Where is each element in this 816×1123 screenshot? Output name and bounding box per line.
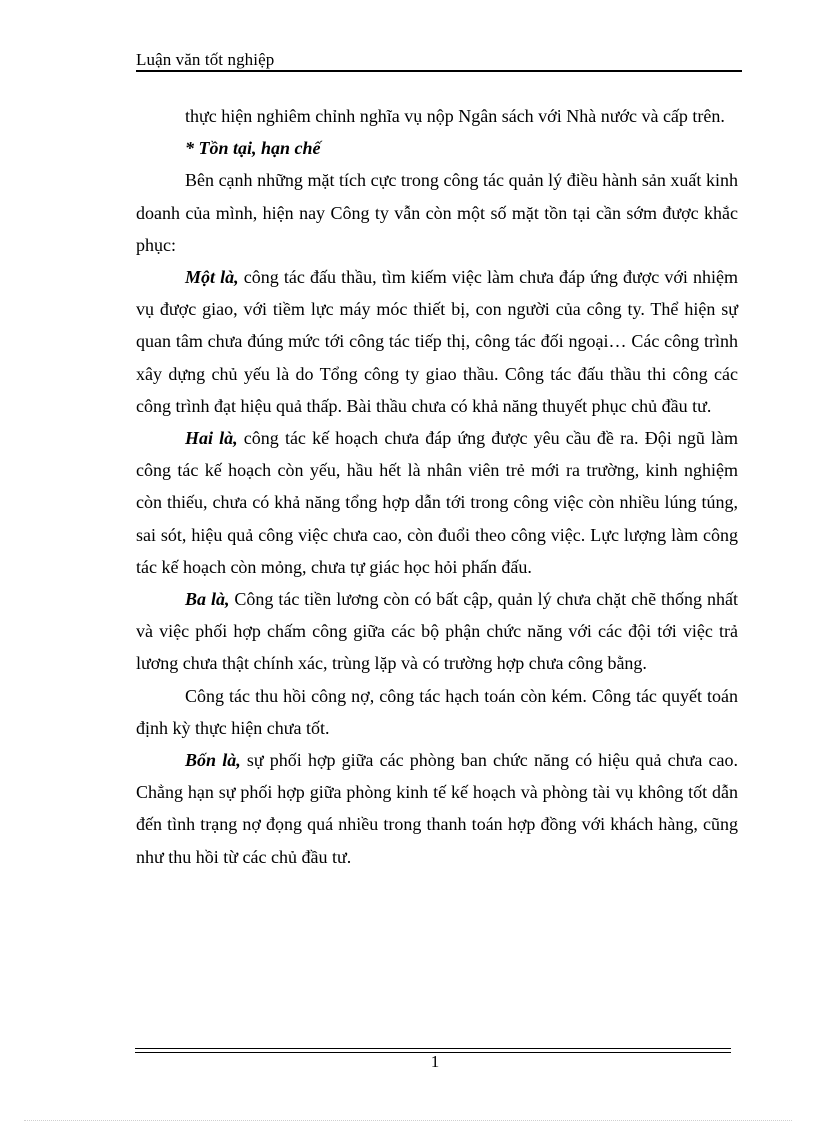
page-header (136, 48, 742, 72)
paragraph-text: Công tác tiền lương còn có bất cập, quản lý chưa chặt chẽ thống nhất và việc phối hợp chấm công giữa các bộ phận chức năng với các đội tới việc trả lương chưa thật chính xác, trùng lặp và có trường hợp chưa công bằng. (136, 589, 738, 674)
page-bottom-border (24, 1120, 792, 1121)
paragraph-lead: Bốn là, (185, 750, 241, 771)
paragraph-lead: Hai là, (185, 428, 238, 449)
body-text (136, 100, 738, 873)
page-number: 1 (430, 1052, 440, 1071)
paragraph-intro (136, 164, 738, 261)
paragraph-text: thực hiện nghiêm chỉnh nghĩa vụ nộp Ngân sách với Nhà nước và cấp trên. (185, 106, 725, 126)
paragraph-lead: Một là, (185, 267, 239, 288)
header-title: Luận văn tốt nghiệp (136, 50, 275, 69)
paragraph-hai-la (136, 422, 738, 583)
header-rule (136, 70, 742, 72)
paragraph-text: Công tác thu hồi công nợ, công tác hạch toán còn kém. Công tác quyết toán định kỳ thực hiện chưa tốt. (136, 685, 738, 738)
paragraph-thu-hoi (136, 680, 738, 744)
paragraph-continuation (136, 100, 738, 132)
section-heading-text: * Tồn tại, hạn chế (185, 138, 321, 159)
paragraph-text: sự phối hợp giữa các phòng ban chức năng có hiệu quả chưa cao. Chẳng hạn sự phối hợp giữa phòng kinh tế kế hoạch và phòng tài vụ không tốt dẫn đến tình trạng nợ đọng quá nhiều trong thanh toán hợp đồng với khách hàng, cũng như thu hồi từ các chủ đầu tư. (136, 750, 738, 867)
paragraph-ba-la (136, 583, 738, 680)
paragraph-text: Bên cạnh những mặt tích cực trong công tác quản lý điều hành sản xuất kinh doanh của mình, hiện nay Công ty vẫn còn một số mặt tồn tại cần sớm được khắc phục: (136, 170, 738, 255)
paragraph-bon-la (136, 744, 738, 873)
paragraph-lead: Ba là, (185, 589, 230, 610)
paragraph-text: công tác kế hoạch chưa đáp ứng được yêu cầu đề ra. Đội ngũ làm công tác kế hoạch còn yếu, hầu hết là nhân viên trẻ mới ra trường, kinh nghiệm còn thiếu, chưa có khả năng tổng hợp dẫn tới trong công việc còn nhiều lúng túng, sai sót, hiệu quả công việc chưa cao, còn đuổi theo công việc. Lực lượng làm công tác kế hoạch còn mỏng, chưa tự giác học hỏi phấn đấu. (136, 428, 738, 577)
section-heading (136, 132, 738, 164)
paragraph-mot-la (136, 261, 738, 422)
paragraph-text: công tác đấu thầu, tìm kiếm việc làm chưa đáp ứng được với nhiệm vụ được giao, với tiềm lực máy móc thiết bị, con người của công ty. Thể hiện sự quan tâm chưa đúng mức tới công tác tiếp thị, công tác đối ngoại… Các công trình xây dựng chủ yếu là do Tổng công ty giao thầu. Công tác đấu thầu thi công các công trình đạt hiệu quả thấp. Bài thầu chưa có khả năng thuyết phục chủ đầu tư. (136, 267, 738, 416)
